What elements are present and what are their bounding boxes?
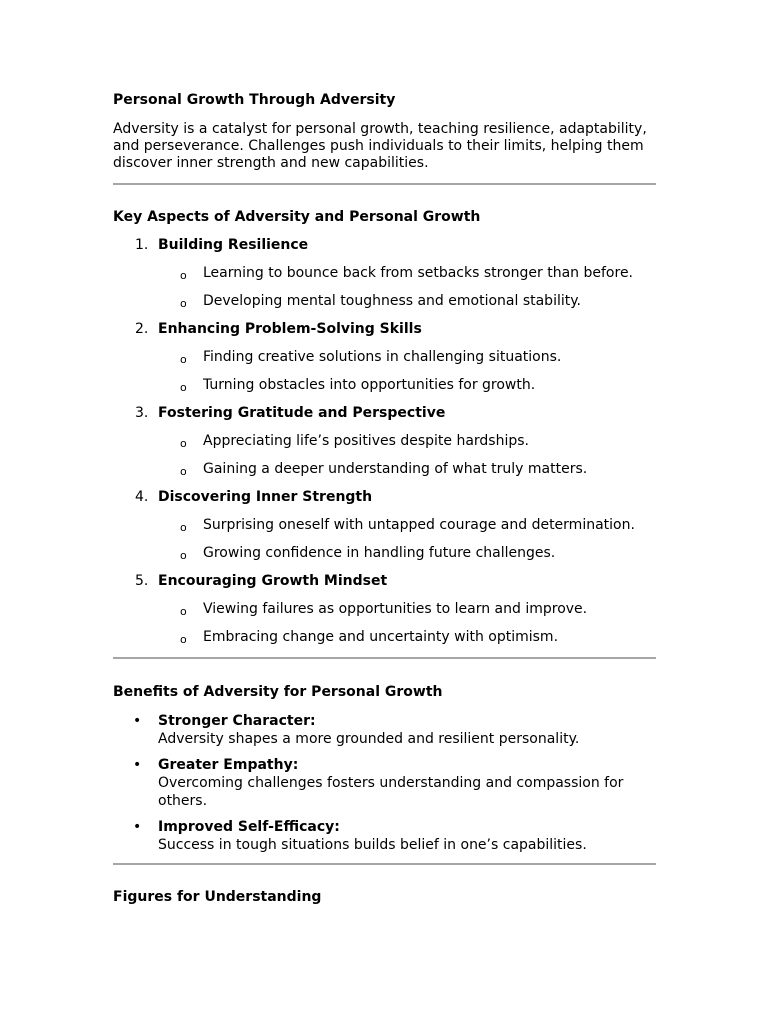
aspect-item bbox=[113, 321, 656, 394]
circle-bullet-icon: o bbox=[180, 297, 187, 310]
aspect-number: 1. bbox=[135, 237, 149, 253]
benefit-description: Success in tough situations builds belief in one’s capabilities. bbox=[158, 837, 587, 853]
bullet-icon: • bbox=[133, 819, 142, 835]
benefit-description: Adversity shapes a more grounded and resilient personality. bbox=[158, 731, 580, 747]
circle-bullet-icon: o bbox=[180, 381, 187, 394]
aspect-item bbox=[113, 237, 656, 310]
circle-bullet-icon: o bbox=[180, 633, 187, 646]
aspect-point-text: Gaining a deeper understanding of what truly matters. bbox=[203, 461, 588, 477]
aspect-point-text: Appreciating life’s positives despite hardships. bbox=[203, 433, 529, 449]
aspect-title: Encouraging Growth Mindset bbox=[158, 573, 388, 589]
section-divider bbox=[113, 863, 656, 865]
aspect-title: Enhancing Problem-Solving Skills bbox=[158, 321, 422, 337]
aspect-number: 2. bbox=[135, 321, 149, 337]
aspect-point bbox=[158, 517, 656, 534]
bullet-icon: • bbox=[133, 757, 142, 773]
circle-bullet-icon: o bbox=[180, 353, 187, 366]
aspect-item bbox=[113, 405, 656, 478]
benefit-title: Improved Self-Efficacy: bbox=[158, 819, 340, 835]
aspect-point bbox=[158, 545, 656, 562]
benefits-list bbox=[113, 713, 656, 854]
aspect-title: Fostering Gratitude and Perspective bbox=[158, 405, 446, 421]
aspect-point-text: Growing confidence in handling future challenges. bbox=[203, 545, 556, 561]
aspect-points bbox=[158, 265, 656, 310]
circle-bullet-icon: o bbox=[180, 605, 187, 618]
aspect-point bbox=[158, 433, 656, 450]
aspect-point bbox=[158, 377, 656, 394]
aspect-item bbox=[113, 489, 656, 562]
aspect-point bbox=[158, 349, 656, 366]
aspect-point-text: Developing mental toughness and emotional stability. bbox=[203, 293, 581, 309]
aspect-title: Building Resilience bbox=[158, 237, 309, 253]
aspect-point-text: Learning to bounce back from setbacks stronger than before. bbox=[203, 265, 634, 281]
benefit-item bbox=[113, 713, 628, 748]
aspect-point bbox=[158, 601, 656, 618]
circle-bullet-icon: o bbox=[180, 437, 187, 450]
key-aspects-heading: Key Aspects of Adversity and Personal Growth bbox=[113, 209, 481, 225]
section-divider bbox=[113, 183, 656, 185]
aspect-point-text: Turning obstacles into opportunities for growth. bbox=[203, 377, 536, 393]
benefit-title: Greater Empathy: bbox=[158, 757, 299, 773]
figures-heading: Figures for Understanding bbox=[113, 889, 322, 905]
document-title: Personal Growth Through Adversity bbox=[113, 92, 396, 108]
benefits-heading: Benefits of Adversity for Personal Growth bbox=[113, 684, 443, 700]
aspect-title: Discovering Inner Strength bbox=[158, 489, 373, 505]
aspect-points bbox=[158, 517, 656, 562]
aspect-point-text: Viewing failures as opportunities to learn and improve. bbox=[203, 601, 588, 617]
benefit-item bbox=[113, 819, 628, 854]
benefit-title: Stronger Character: bbox=[158, 713, 316, 729]
document-content bbox=[113, 92, 656, 906]
circle-bullet-icon: o bbox=[180, 521, 187, 534]
aspect-point-text: Surprising oneself with untapped courage and determination. bbox=[203, 517, 635, 533]
section-divider bbox=[113, 657, 656, 659]
aspect-points bbox=[158, 601, 656, 646]
bullet-icon: • bbox=[133, 713, 142, 729]
aspect-point-text: Finding creative solutions in challenging situations. bbox=[203, 349, 562, 365]
aspect-points bbox=[158, 349, 656, 394]
aspect-number: 3. bbox=[135, 405, 149, 421]
circle-bullet-icon: o bbox=[180, 549, 187, 562]
intro-paragraph: Adversity is a catalyst for personal growth, teaching resilience, adaptability, and perseverance. Challenges push individuals to their limits, helping them discover inner strength and new capabilities. bbox=[113, 121, 647, 171]
aspect-number: 5. bbox=[135, 573, 149, 589]
aspect-point bbox=[158, 629, 656, 646]
benefit-item bbox=[113, 757, 628, 810]
aspect-item bbox=[113, 573, 656, 646]
circle-bullet-icon: o bbox=[180, 465, 187, 478]
aspect-point-text: Embracing change and uncertainty with optimism. bbox=[203, 629, 559, 645]
key-aspects-list bbox=[113, 237, 656, 646]
aspect-point bbox=[158, 265, 656, 282]
circle-bullet-icon: o bbox=[180, 269, 187, 282]
aspect-point bbox=[158, 461, 656, 478]
aspect-points bbox=[158, 433, 656, 478]
aspect-point bbox=[158, 293, 656, 310]
aspect-number: 4. bbox=[135, 489, 149, 505]
benefit-description: Overcoming challenges fosters understanding and compassion for others. bbox=[158, 775, 624, 809]
